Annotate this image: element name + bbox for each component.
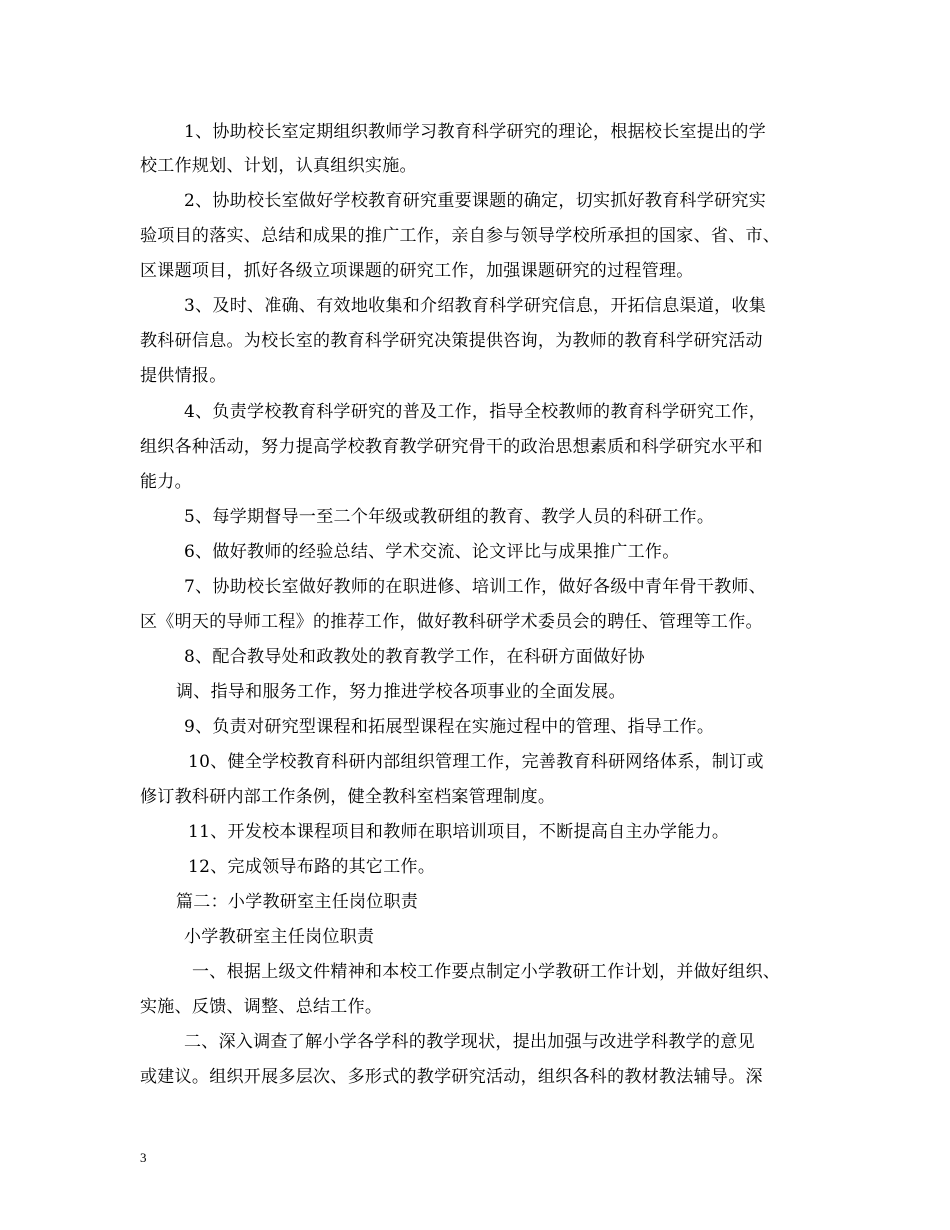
paragraph-10-line-2: 修订教科研内部工作条例，健全教科室档案管理制度。 — [140, 787, 556, 807]
paragraph-4-line-3: 能力。 — [140, 472, 192, 492]
duty-2-line-1: 二、深入调查了解小学各学科的教学现状，提出加强与改进学科教学的意见 — [184, 1032, 755, 1052]
duty-2-line-2: 或建议。组织开展多层次、多形式的教学研究活动，组织各科的教材教法辅导。深 — [140, 1067, 763, 1087]
paragraph-7-line-1: 7、协助校长室做好教师的在职进修、培训工作，做好各级中青年骨干教师、 — [184, 577, 767, 597]
paragraph-3-line-2: 教科研信息。为校长室的教育科学研究决策提供咨询，为教师的教育科学研究活动 — [140, 331, 763, 351]
duty-1-line-2: 实施、反馈、调整、总结工作。 — [140, 997, 383, 1017]
paragraph-8-line-2: 调、指导和服务工作，努力推进学校各项事业的全面发展。 — [176, 682, 626, 702]
paragraph-3-line-1: 3、及时、准确、有效地收集和介绍教育科学研究信息，开拓信息渠道，收集 — [184, 296, 767, 316]
paragraph-5-line-1: 5、每学期督导一至二个年级或教研组的教育、教学人员的科研工作。 — [184, 507, 715, 527]
paragraph-2-line-2: 验项目的落实、总结和成果的推广工作，亲自参与领导学校所承担的国家、省、市、 — [140, 226, 781, 246]
section-heading: 篇二：小学教研室主任岗位职责 — [176, 892, 419, 912]
paragraph-1-line-2: 校工作规划、计划，认真组织实施。 — [140, 156, 417, 176]
paragraph-3-line-3: 提供情报。 — [140, 366, 227, 386]
duty-1-line-1: 一、根据上级文件精神和本校工作要点制定小学教研工作计划，并做好组织、 — [192, 962, 781, 982]
paragraph-9-line-1: 9、负责对研究型课程和拓展型课程在实施过程中的管理、指导工作。 — [184, 717, 715, 737]
paragraph-11-line-1: 11、开发校本课程项目和教师在职培训项目，不断提高自主办学能力。 — [188, 822, 730, 842]
paragraph-1-line-1: 1、协助校长室定期组织教师学习教育科学研究的理论，根据校长室提出的学 — [184, 122, 767, 142]
paragraph-4-line-2: 组织各种活动，努力提高学校教育教学研究骨干的政治思想素质和科学研究水平和 — [140, 437, 763, 457]
paragraph-6-line-1: 6、做好教师的经验总结、学术交流、论文评比与成果推广工作。 — [184, 542, 680, 562]
paragraph-4-line-1: 4、负责学校教育科学研究的普及工作，指导全校教师的教育科学研究工作， — [184, 402, 767, 422]
page-number: 3 — [140, 1150, 147, 1165]
paragraph-2-line-3: 区课题项目，抓好各级立项课题的研究工作，加强课题研究的过程管理。 — [140, 261, 694, 281]
paragraph-7-line-2: 区《明天的导师工程》的推荐工作，做好教科研学术委员会的聘任、管理等工作。 — [140, 612, 763, 632]
paragraph-2-line-1: 2、协助校长室做好学校教育研究重要课题的确定，切实抓好教育科学研究实 — [184, 191, 767, 211]
section-title: 小学教研室主任岗位职责 — [184, 927, 375, 947]
paragraph-10-line-1: 10、健全学校教育科研内部组织管理工作，完善教育科研网络体系，制订或 — [188, 752, 764, 772]
paragraph-12-line-1: 12、完成领导布路的其它工作。 — [188, 857, 436, 877]
paragraph-8-line-1: 8、配合教导处和政教处的教育教学工作，在科研方面做好协 — [184, 647, 645, 667]
